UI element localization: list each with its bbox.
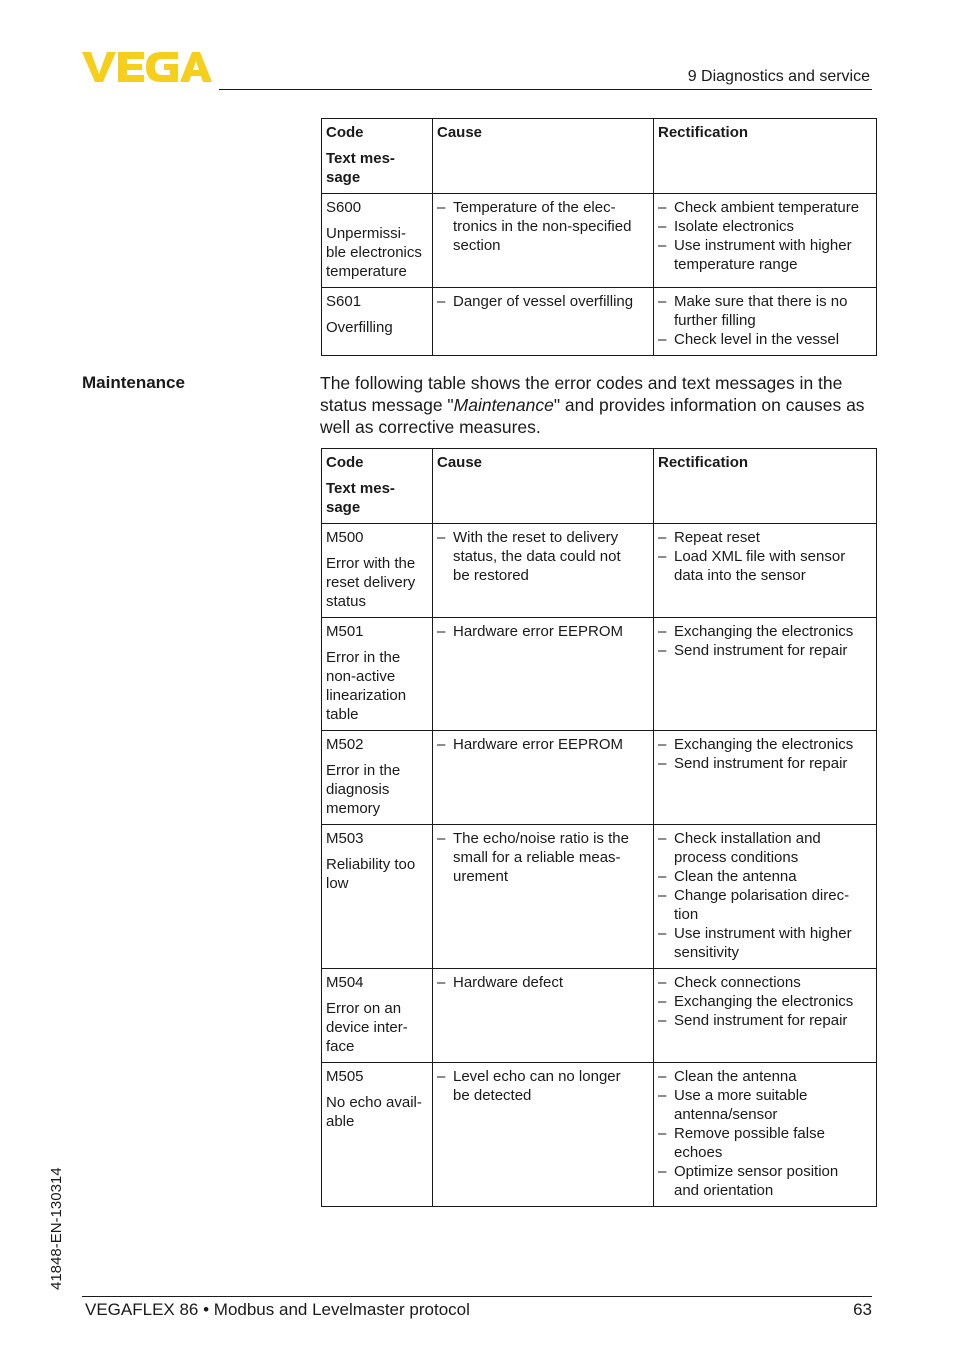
rectification-list	[658, 735, 872, 773]
cause-item: – Hardware error EEPROM	[437, 622, 649, 641]
code-cell	[322, 825, 433, 969]
cause-cell	[433, 194, 654, 288]
rectification-list	[658, 528, 872, 585]
rectification-item: – Send instrument for repair	[658, 641, 872, 660]
rectification-item: – Isolate electronics	[658, 217, 872, 236]
rectification-list	[658, 622, 872, 660]
rectification-cell	[654, 825, 877, 969]
header-code-label: Code	[326, 124, 364, 141]
maintenance-intro	[320, 372, 876, 438]
code-cell	[322, 524, 433, 618]
rectification-cell	[654, 618, 877, 731]
table-row	[322, 194, 877, 288]
rectification-list	[658, 292, 872, 349]
rectification-item: – Exchanging the electronics	[658, 992, 872, 1011]
rectification-cell	[654, 731, 877, 825]
rectification-item: – Make sure that there is no further filling	[658, 292, 872, 330]
cause-list	[437, 829, 649, 886]
rectification-item: – Load XML file with sensor data into the sensor	[658, 547, 872, 585]
rectification-item: – Send instrument for repair	[658, 754, 872, 773]
footer-product: VEGAFLEX 86 • Modbus and Levelmaster protocol	[85, 1300, 470, 1319]
rectification-list	[658, 829, 872, 962]
rectification-item: – Check connections	[658, 973, 872, 992]
maintenance-label: Maintenance	[82, 373, 185, 392]
table-header-row	[322, 449, 877, 524]
cause-list	[437, 735, 649, 754]
rectification-item: – Change polarisation direc- tion	[658, 886, 872, 924]
section-title: 9 Diagnostics and service	[687, 68, 870, 85]
code-cell	[322, 1063, 433, 1207]
error-code: M502	[326, 736, 364, 753]
rectification-item: – Clean the antenna	[658, 1067, 872, 1086]
header-code	[322, 449, 433, 524]
cause-cell	[433, 288, 654, 356]
rectification-item: – Use instrument with higher sensitivity	[658, 924, 872, 962]
cause-cell	[433, 524, 654, 618]
rectification-cell	[654, 288, 877, 356]
page-number: 63	[853, 1300, 872, 1319]
cause-item: – Level echo can no longer be detected	[437, 1067, 649, 1105]
cause-cell	[433, 1063, 654, 1207]
intro-text-end: " and provides information on causes as well as corrective measures.	[320, 395, 865, 437]
text-message: No echo avail- able	[326, 1094, 422, 1130]
text-message: Error in the non-active linearization table	[326, 649, 407, 723]
table-row	[322, 969, 877, 1063]
text-message: Reliability too low	[326, 856, 416, 892]
cause-item: – Danger of vessel overfilling	[437, 292, 649, 311]
error-code: S601	[326, 293, 362, 310]
cause-item: – Temperature of the elec- tronics in the non-specified section	[437, 198, 649, 255]
code-cell	[322, 731, 433, 825]
cause-item: – With the reset to delivery status, the data could not be restored	[437, 528, 649, 585]
intro-emphasis: Maintenance	[453, 395, 554, 415]
text-message: Overfilling	[326, 319, 393, 336]
text-message: Error in the diagnosis memory	[326, 762, 401, 817]
rectification-list	[658, 198, 872, 274]
cause-item: – Hardware error EEPROM	[437, 735, 649, 754]
rectification-item: – Check installation and process conditions	[658, 829, 872, 867]
table-row	[322, 288, 877, 356]
header-code-label: Code	[326, 454, 364, 471]
cause-list	[437, 622, 649, 641]
rectification-item: – Check ambient temperature	[658, 198, 872, 217]
table2-body	[322, 524, 877, 1207]
text-message: Error on an device inter- face	[326, 1000, 408, 1055]
header-text-message-label: Text mes- sage	[326, 480, 395, 516]
header-rule	[219, 89, 872, 90]
error-code: M503	[326, 830, 364, 847]
cause-list	[437, 292, 649, 311]
error-table-failure	[321, 118, 877, 356]
code-cell	[322, 288, 433, 356]
error-table-maintenance	[321, 448, 877, 1207]
rectification-item: – Exchanging the electronics	[658, 735, 872, 754]
cause-cell	[433, 825, 654, 969]
cause-item: – The echo/noise ratio is the small for a reliable meas- urement	[437, 829, 649, 886]
rectification-list	[658, 1067, 872, 1200]
rectification-cell	[654, 524, 877, 618]
rectification-item: – Remove possible false echoes	[658, 1124, 872, 1162]
error-code: S600	[326, 199, 362, 216]
header-code	[322, 119, 433, 194]
header-text-message-label: Text mes- sage	[326, 150, 395, 186]
table1-body	[322, 194, 877, 356]
rectification-item: – Check level in the vessel	[658, 330, 872, 349]
table-row	[322, 825, 877, 969]
header-cause: Cause	[433, 449, 654, 524]
header-rectification: Rectification	[654, 449, 877, 524]
error-code: M500	[326, 529, 364, 546]
rectification-item: – Use a more suitable antenna/sensor	[658, 1086, 872, 1124]
document-id: 41848-EN-130314	[48, 1167, 65, 1290]
error-code: M501	[326, 623, 364, 640]
intro-text-start: The following table shows the error codes and text messages in the status message "	[320, 373, 843, 415]
rectification-item: – Optimize sensor position and orientation	[658, 1162, 872, 1200]
text-message: Unpermissi- ble electronics temperature	[326, 225, 422, 280]
code-cell	[322, 618, 433, 731]
cause-cell	[433, 618, 654, 731]
table-row	[322, 1063, 877, 1207]
cause-item: – Hardware defect	[437, 973, 649, 992]
table-header-row	[322, 119, 877, 194]
footer-rule	[82, 1296, 872, 1297]
code-cell	[322, 194, 433, 288]
rectification-cell	[654, 1063, 877, 1207]
rectification-item: – Repeat reset	[658, 528, 872, 547]
table-row	[322, 524, 877, 618]
rectification-item: – Use instrument with higher temperature range	[658, 236, 872, 274]
code-cell	[322, 969, 433, 1063]
cause-list	[437, 973, 649, 992]
rectification-list	[658, 973, 872, 1030]
rectification-item: – Send instrument for repair	[658, 1011, 872, 1030]
vega-logo	[82, 50, 212, 84]
cause-list	[437, 528, 649, 585]
cause-list	[437, 198, 649, 255]
header-cause: Cause	[433, 119, 654, 194]
vega-logo-letters	[82, 52, 212, 82]
error-code: M504	[326, 974, 364, 991]
text-message: Error with the reset delivery status	[326, 555, 416, 610]
rectification-item: – Exchanging the electronics	[658, 622, 872, 641]
header-rectification: Rectification	[654, 119, 877, 194]
table-row	[322, 618, 877, 731]
rectification-cell	[654, 969, 877, 1063]
cause-cell	[433, 969, 654, 1063]
rectification-item: – Clean the antenna	[658, 867, 872, 886]
cause-cell	[433, 731, 654, 825]
rectification-cell	[654, 194, 877, 288]
error-code: M505	[326, 1068, 364, 1085]
cause-list	[437, 1067, 649, 1105]
table-row	[322, 731, 877, 825]
